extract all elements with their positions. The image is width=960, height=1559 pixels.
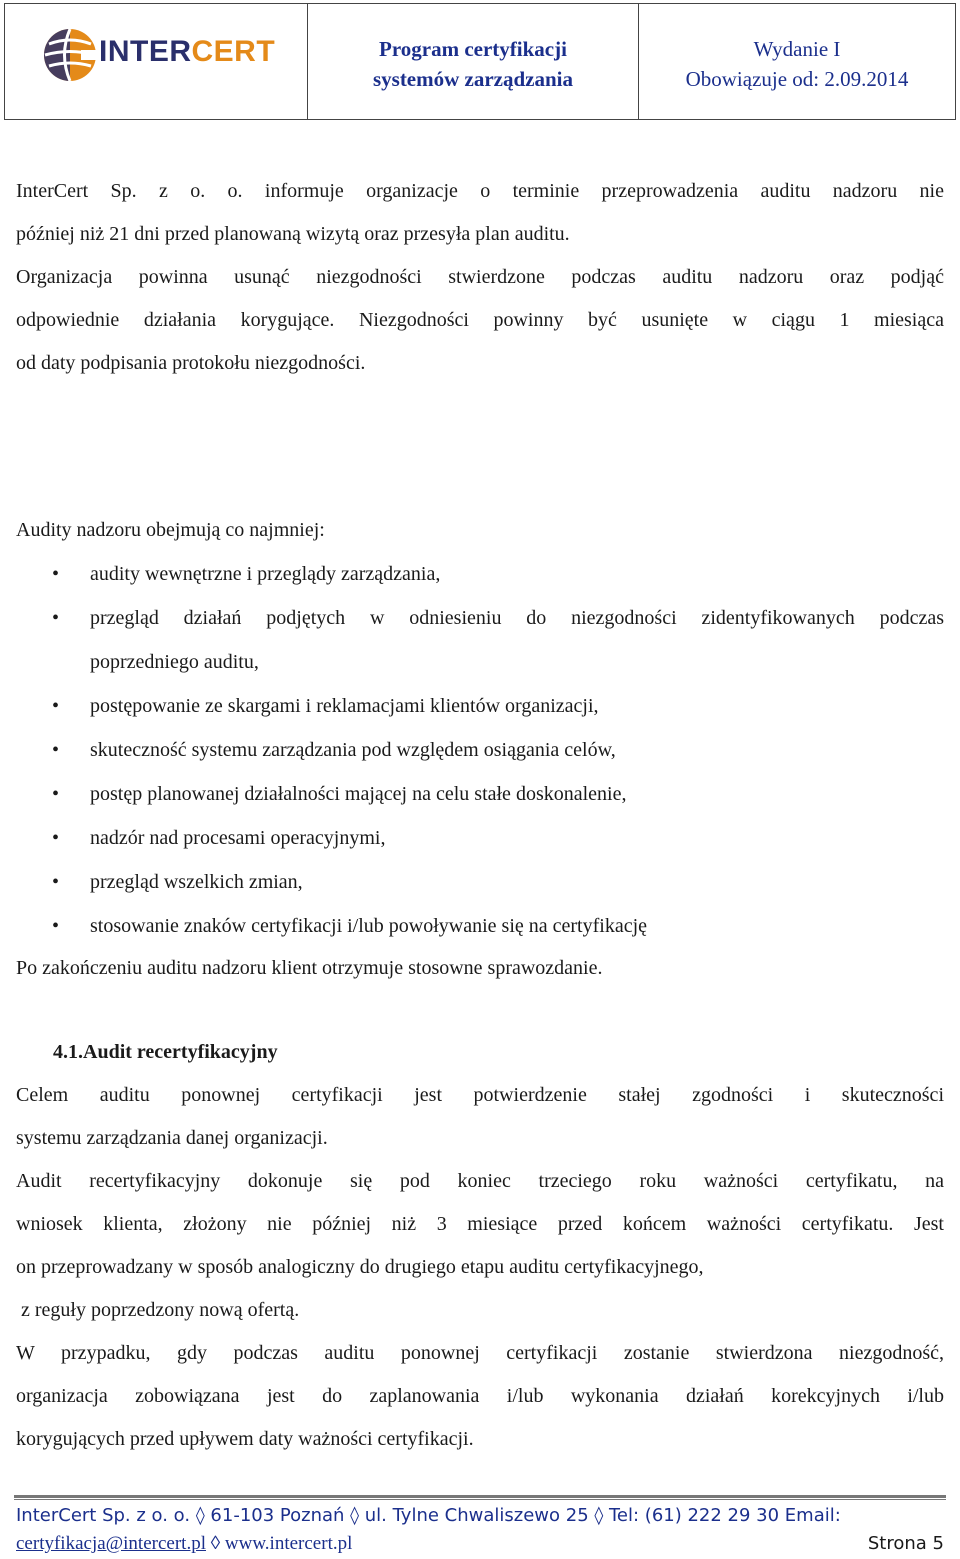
text-line: korygujących przed upływem daty ważności certyfikacji. [16, 1428, 474, 1450]
list-item: • postępowanie ze skargami i reklamacjami klientów organizacji, [16, 684, 944, 728]
list-item: • postęp planowanej działalności mającej na celu stałe doskonalenie, [16, 772, 944, 816]
bullet-icon: • [52, 827, 60, 849]
text-line: z reguły poprzedzony nową ofertą. [16, 1299, 300, 1321]
text-line: on przeprowadzany w sposób analogiczny do drugiego etapu auditu certyfikacyjnego, [16, 1256, 704, 1278]
text-line: Audit recertyfikacyjny dokonuje się pod koniec trzeciego roku ważności certyfikatu, na [16, 1170, 944, 1192]
bullet-icon: • [52, 695, 60, 717]
program-title-cell [308, 4, 639, 119]
program-title-line2: systemów zarządzania [372, 67, 574, 91]
text-line: W przypadku, gdy podczas auditu ponownej certyfikacji zostanie stwierdzona niezgodność, [16, 1342, 944, 1364]
bullet-icon: • [52, 871, 60, 893]
surveillance-intro: Audity nadzoru obejmują co najmniej: [16, 519, 325, 541]
bullet-icon: • [52, 607, 60, 629]
recert-paragraph-goal [16, 1074, 944, 1461]
list-item: • nadzór nad procesami operacyjnymi, [16, 816, 944, 860]
edition-label: Wydanie I [753, 37, 841, 61]
list-item: • stosowanie znaków certyfikacji i/lub powoływanie się na certyfikację [16, 904, 944, 948]
list-item: • audity wewnętrzne i przeglądy zarządzania, [16, 552, 944, 596]
text-line: później niż 21 dni przed planowaną wizytą oraz przesyła plan auditu. [16, 223, 570, 245]
text-line: od daty podpisania protokołu niezgodności. [16, 352, 366, 374]
document-header [4, 3, 956, 120]
logo-cell [5, 4, 308, 119]
list-item: • skuteczność systemu zarządzania pod względem osiągania celów, [16, 728, 944, 772]
footer-address: InterCert Sp. z o. o. ◊ 61-103 Poznań ◊ ul. Tylne Chwaliszewo 25 ◊ Tel: (61) 222 29 30 Email: [16, 1505, 841, 1526]
edition-cell [639, 4, 955, 119]
text-line: organizacja zobowiązana jest do zaplanowania i/lub wykonania działań korekcyjnych i/lub [16, 1385, 944, 1407]
surveillance-scope-list [16, 552, 944, 948]
text-line: wniosek klienta, złożony nie później niż 3 miesiące przed końcem ważności certyfikatu. Jest [16, 1213, 944, 1235]
text-line: systemu zarządzania danej organizacji. [16, 1127, 328, 1149]
paragraph-audit-notice [16, 170, 944, 385]
text-line: InterCert Sp. z o. o. informuje organizacje o terminie przeprowadzenia auditu nadzoru nie [16, 180, 944, 202]
footer-website-link[interactable]: www.intercert.pl [224, 1533, 353, 1554]
program-title-line1: Program certyfikacji [379, 37, 567, 61]
text-line: Celem auditu ponownej certyfikacji jest potwierdzenie stałej zgodności i skuteczności [16, 1084, 944, 1106]
footer-rule [14, 1495, 946, 1498]
bullet-icon: • [52, 783, 60, 805]
footer-rule-thin [14, 1499, 946, 1500]
section-heading: 4.1.Audit recertyfikacyjny [53, 1041, 278, 1063]
text-line: odpowiednie działania korygujące. Niezgodności powinny być usunięte w ciągu 1 miesiąca [16, 309, 944, 331]
valid-from-label: Obowiązuje od: 2.09.2014 [685, 67, 909, 91]
bullet-icon: • [52, 915, 60, 937]
text-line: Organizacja powinna usunąć niezgodności stwierdzone podczas auditu nadzoru oraz podjąć [16, 266, 944, 288]
surveillance-report-note: Po zakończeniu auditu nadzoru klient otrzymuje stosowne sprawozdanie. [16, 957, 603, 979]
list-item: • przegląd działań podjętych w odniesieniu do niezgodności zidentyfikowanych podczas [16, 596, 944, 640]
footer-contact [16, 1530, 944, 1558]
footer-email-link[interactable]: certyfikacja@intercert.pl [16, 1533, 206, 1554]
bullet-icon: • [52, 563, 60, 585]
intercert-globe-icon [41, 26, 99, 84]
footer-separator: ◊ [205, 1533, 225, 1554]
bullet-icon: • [52, 739, 60, 761]
logo-wordmark: INTERCERT [99, 35, 276, 68]
list-item-continuation: poprzedniego auditu, [90, 651, 259, 673]
list-item: • przegląd wszelkich zmian, [16, 860, 944, 904]
page-number: Strona 5 [867, 1533, 944, 1554]
